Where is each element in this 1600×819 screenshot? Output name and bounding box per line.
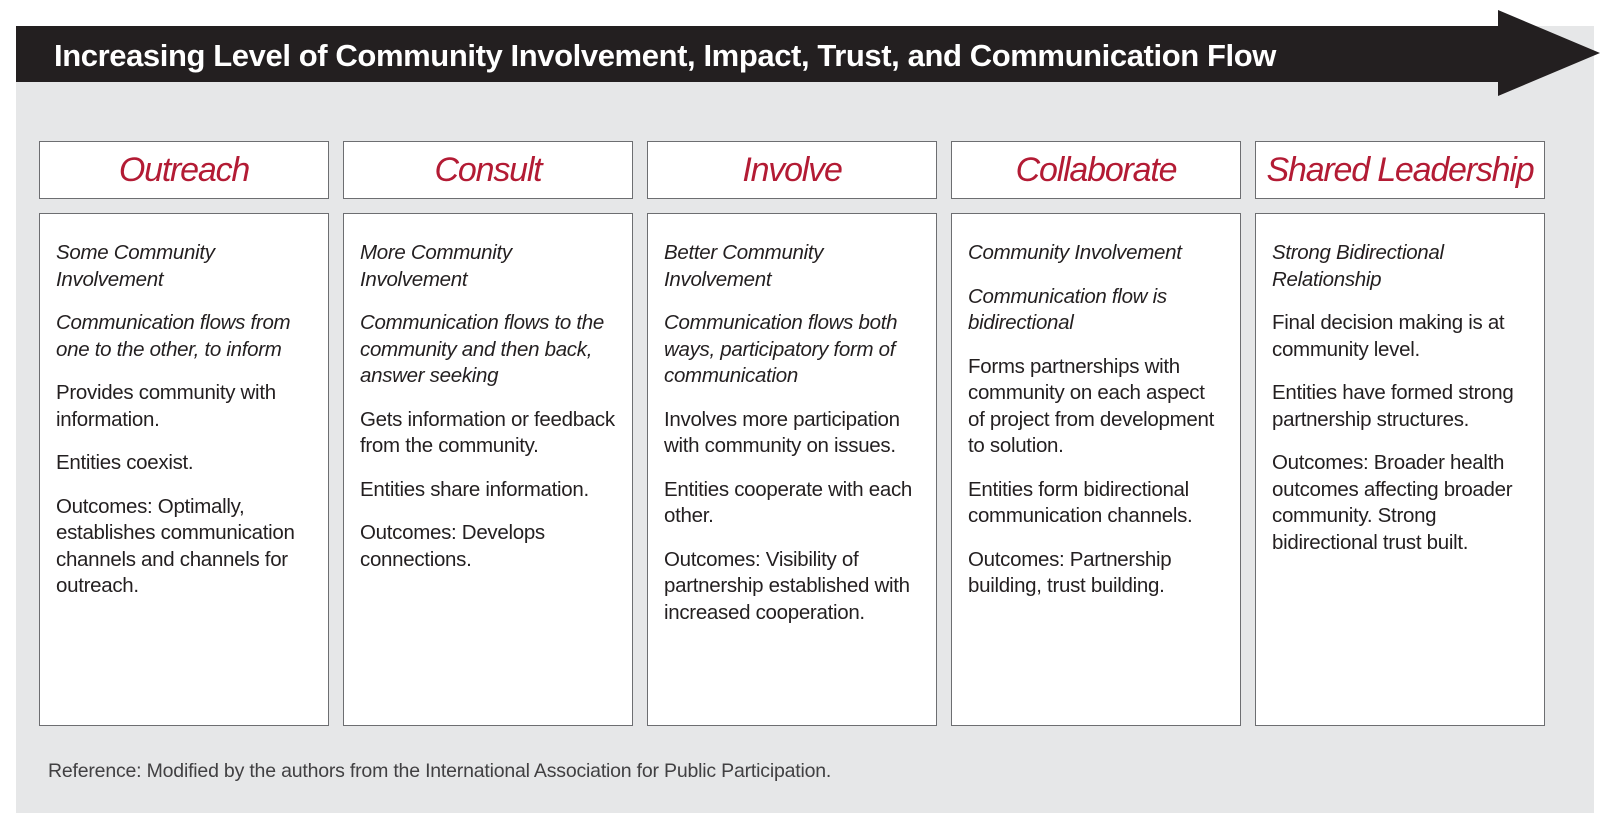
stage-title-text: Collaborate bbox=[1015, 150, 1177, 189]
stage-paragraph: Entities cooperate with each other. bbox=[664, 477, 913, 527]
stage-paragraph: Outcomes: Optimally, establishes communication channels and channels for outreach. bbox=[56, 494, 295, 597]
stage-box-shared-leadership bbox=[1255, 213, 1545, 726]
stage-title-text: Outreach bbox=[118, 150, 250, 189]
stage-paragraph: Entities have formed strong partnership structures. bbox=[1272, 381, 1514, 431]
stage-box-outreach bbox=[39, 213, 329, 726]
stage-paragraph: Strong Bidirectional Relationship bbox=[1272, 241, 1444, 291]
stage-paragraph: Communication flows from one to the other, to inform bbox=[56, 311, 291, 361]
stage-paragraph: Final decision making is at community level. bbox=[1272, 311, 1505, 361]
stage-paragraph: Forms partnerships with community on each aspect of project from development to solution. bbox=[968, 354, 1214, 457]
stage-paragraph: Better Community Involvement bbox=[664, 241, 824, 291]
stage-box-involve bbox=[647, 213, 937, 726]
reference-note: Reference: Modified by the authors from the International Association for Public Participation. bbox=[48, 760, 832, 782]
stage-title-shared-leadership bbox=[1255, 141, 1545, 199]
stage-paragraph: Communication flows both ways, participatory form of communication bbox=[664, 311, 898, 387]
stage-paragraph: Entities share information. bbox=[360, 477, 589, 501]
stage-paragraph: Outcomes: Visibility of partnership established with increased cooperation. bbox=[664, 547, 910, 624]
stage-title-text: Involve bbox=[742, 150, 842, 189]
arrow-title: Increasing Level of Community Involvement, Impact, Trust, and Communication Flow bbox=[54, 38, 1276, 73]
stage-title-consult bbox=[343, 141, 633, 199]
progress-arrow bbox=[16, 10, 1600, 96]
stage-paragraph: Outcomes: Broader health outcomes affecting broader community. Strong bidirectional trust built. bbox=[1272, 451, 1513, 554]
stage-paragraph: Outcomes: Develops connections. bbox=[360, 521, 545, 571]
stage-title-text: Shared Leadership bbox=[1266, 150, 1534, 189]
stage-paragraph: Entities form bidirectional communication channels. bbox=[968, 477, 1193, 527]
stage-paragraph: Entities coexist. bbox=[56, 451, 194, 474]
stage-paragraph: Provides community with information. bbox=[56, 381, 276, 431]
stage-paragraph: Gets information or feedback from the community. bbox=[360, 407, 615, 457]
stage-paragraph: More Community Involvement bbox=[360, 241, 512, 291]
stage-box-collaborate bbox=[951, 213, 1241, 726]
stage-title-involve bbox=[647, 141, 937, 199]
stage-paragraph: Some Community Involvement bbox=[56, 241, 215, 291]
stage-box-consult bbox=[343, 213, 633, 726]
stage-title-outreach bbox=[39, 141, 329, 199]
stage-paragraph: Communication flow is bidirectional bbox=[968, 284, 1167, 334]
stage-paragraph: Involves more participation with community on issues. bbox=[664, 407, 900, 457]
stage-paragraph: Communication flows to the community and then back, answer seeking bbox=[360, 311, 605, 387]
stage-title-collaborate bbox=[951, 141, 1241, 199]
stage-title-text: Consult bbox=[434, 150, 542, 189]
stage-paragraph: Community Involvement bbox=[968, 241, 1182, 264]
stage-paragraph: Outcomes: Partnership building, trust building. bbox=[968, 547, 1172, 597]
